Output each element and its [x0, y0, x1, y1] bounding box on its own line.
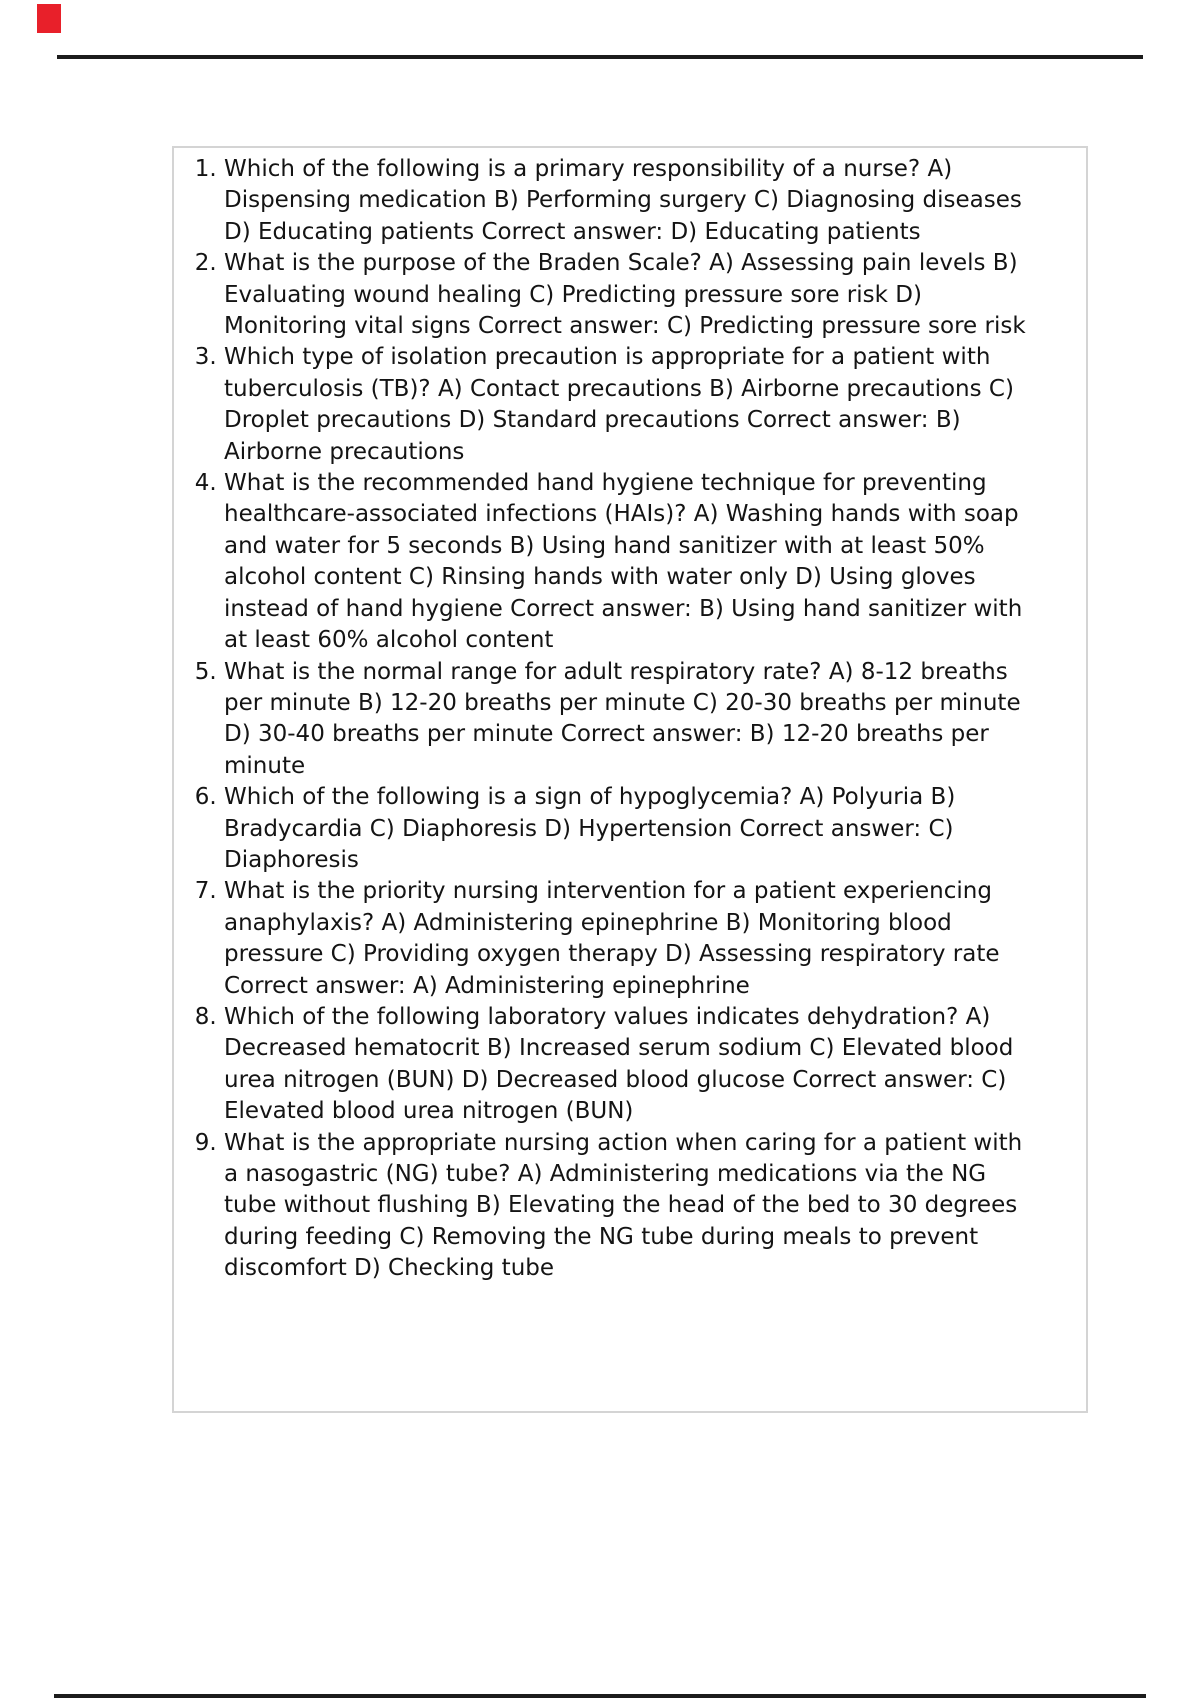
question-item: 2. What is the purpose of the Braden Scale? A) Assessing pain levels B) Evaluating wound healing C) Predicting pressure sore risk D) Monitoring vital signs Correct answer: C) Predicting pressure sore risk	[224, 248, 1029, 342]
question-item: 6. Which of the following is a sign of hypoglycemia? A) Polyuria B) Bradycardia C) Diaphoresis D) Hypertension Correct answer: C) Diaphoresis	[224, 782, 1029, 876]
question-list	[174, 154, 1029, 1285]
question-item: 3. Which type of isolation precaution is appropriate for a patient with tuberculosis (TB)? A) Contact precautions B) Airborne precautions C) Droplet precautions D) Standard precautions Correct answer: B) Airborne precautions	[224, 342, 1029, 468]
questions-box	[172, 146, 1088, 1413]
top-horizontal-rule	[57, 55, 1143, 59]
question-item: 5. What is the normal range for adult respiratory rate? A) 8-12 breaths per minute B) 12-20 breaths per minute C) 20-30 breaths per minute D) 30-40 breaths per minute Correct answer: B) 12-20 breaths per minute	[224, 657, 1029, 783]
question-item: 4. What is the recommended hand hygiene technique for preventing healthcare-associated infections (HAIs)? A) Washing hands with soap and water for 5 seconds B) Using hand sanitizer with at least 50% alcohol content C) Rinsing hands with water only D) Using gloves instead of hand hygiene Correct answer: B) Using hand sanitizer with at least 60% alcohol content	[224, 468, 1029, 656]
question-item: 7. What is the priority nursing intervention for a patient experiencing anaphylaxis? A) Administering epinephrine B) Monitoring blood pressure C) Providing oxygen therapy D) Assessing respiratory rate Correct answer: A) Administering epinephrine	[224, 876, 1029, 1002]
question-item: 1. Which of the following is a primary responsibility of a nurse? A) Dispensing medication B) Performing surgery C) Diagnosing diseases D) Educating patients Correct answer: D) Educating patients	[224, 154, 1029, 248]
question-item: 8. Which of the following laboratory values indicates dehydration? A) Decreased hematocrit B) Increased serum sodium C) Elevated blood urea nitrogen (BUN) D) Decreased blood glucose Correct answer: C) Elevated blood urea nitrogen (BUN)	[224, 1002, 1029, 1128]
red-corner-mark	[37, 4, 61, 33]
question-item: 9. What is the appropriate nursing action when caring for a patient with a nasogastric (NG) tube? A) Administering medications via the NG tube without flushing B) Elevating the head of the bed to 30 degrees during feeding C) Removing the NG tube during meals to prevent discomfort D) Checking tube	[224, 1128, 1029, 1285]
bottom-horizontal-rule	[54, 1694, 1146, 1698]
